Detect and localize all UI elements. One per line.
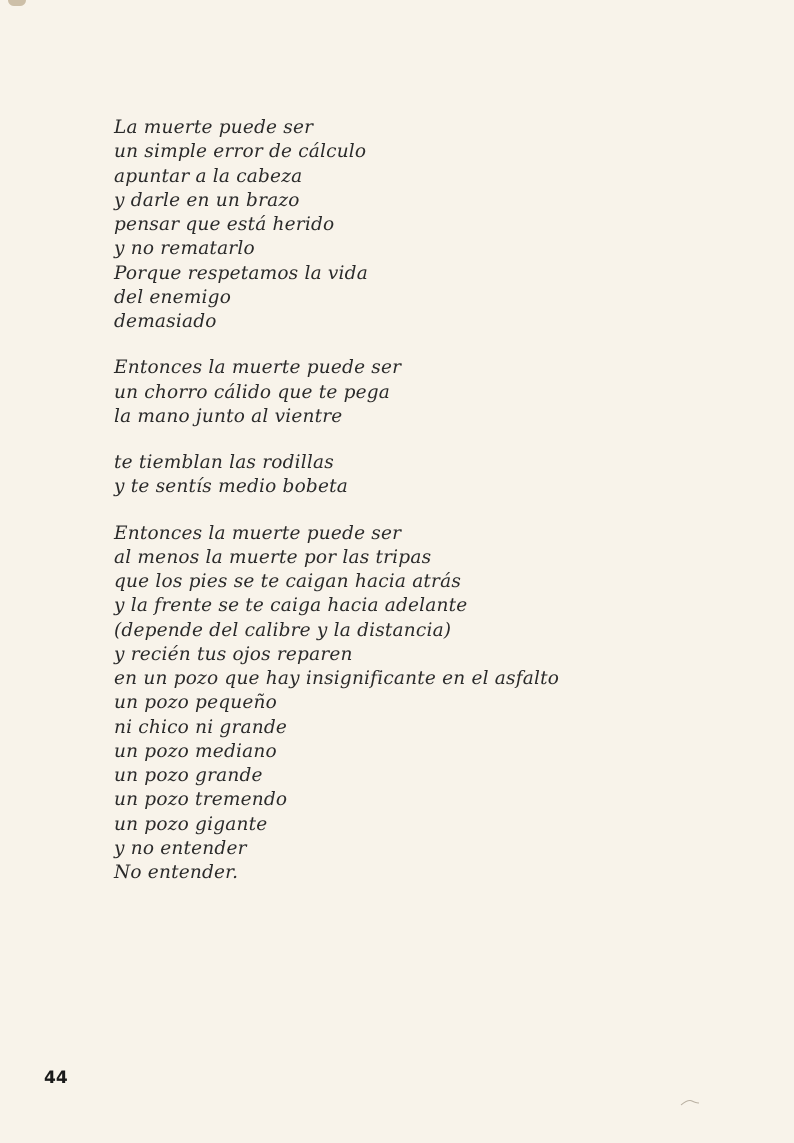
poem-line: y no entender: [114, 837, 247, 859]
poem-line: Entonces la muerte puede ser: [114, 522, 402, 544]
poem-line: y te sentís medio bobeta: [114, 476, 348, 498]
poem-line: un pozo grande: [114, 765, 263, 786]
poem-line: Porque respetamos la vida: [114, 262, 368, 284]
poem-line: Entonces la muerte puede ser: [114, 357, 402, 379]
poem-line: en un pozo que hay insignificante en el asfalto: [114, 668, 560, 689]
poem-line: un pozo pequeño: [114, 692, 278, 714]
poem-line: La muerte puede ser: [114, 117, 314, 138]
poem-line: un chorro cálido que te pega: [114, 381, 391, 403]
page-number: 44: [44, 1068, 68, 1088]
corner-ink-mark: [8, 0, 26, 6]
stanza-3: [114, 451, 559, 500]
poem-line: No entender.: [114, 862, 239, 883]
poem-line: te tiemblan las rodillas: [114, 452, 334, 473]
poem: [114, 116, 559, 885]
stanza-2: [114, 356, 559, 429]
poem-line: la mano junto al vientre: [114, 405, 343, 427]
poem-line: un simple error de cálculo: [114, 141, 367, 163]
poem-line: y darle en un brazo: [114, 189, 300, 211]
poem-line: demasiado: [114, 311, 217, 332]
poem-line: apuntar a la cabeza: [114, 165, 303, 187]
stanza-gap: [114, 334, 559, 356]
poem-line: al menos la muerte por las tripas: [114, 546, 432, 568]
stanza-gap: [114, 500, 559, 522]
pencil-tick-mark: [680, 1098, 700, 1106]
poem-line: ni chico ni grande: [114, 716, 288, 738]
poem-line: pensar que está herido: [114, 214, 335, 235]
poem-line: del enemigo: [114, 286, 232, 308]
poem-line: y no rematarlo: [114, 238, 255, 260]
stanza-gap: [114, 429, 559, 451]
stanza-1: [114, 116, 559, 334]
poem-line: (depende del calibre y la distancia): [114, 619, 452, 641]
poem-line: un pozo tremendo: [114, 789, 288, 811]
poem-line: un pozo mediano: [114, 740, 277, 762]
poem-line: y recién tus ojos reparen: [114, 643, 353, 665]
poem-line: un pozo gigante: [114, 813, 268, 835]
stanza-4: [114, 522, 559, 886]
poem-line: y la frente se te caiga hacia adelante: [114, 595, 468, 617]
poem-line: que los pies se te caigan hacia atrás: [114, 571, 462, 592]
